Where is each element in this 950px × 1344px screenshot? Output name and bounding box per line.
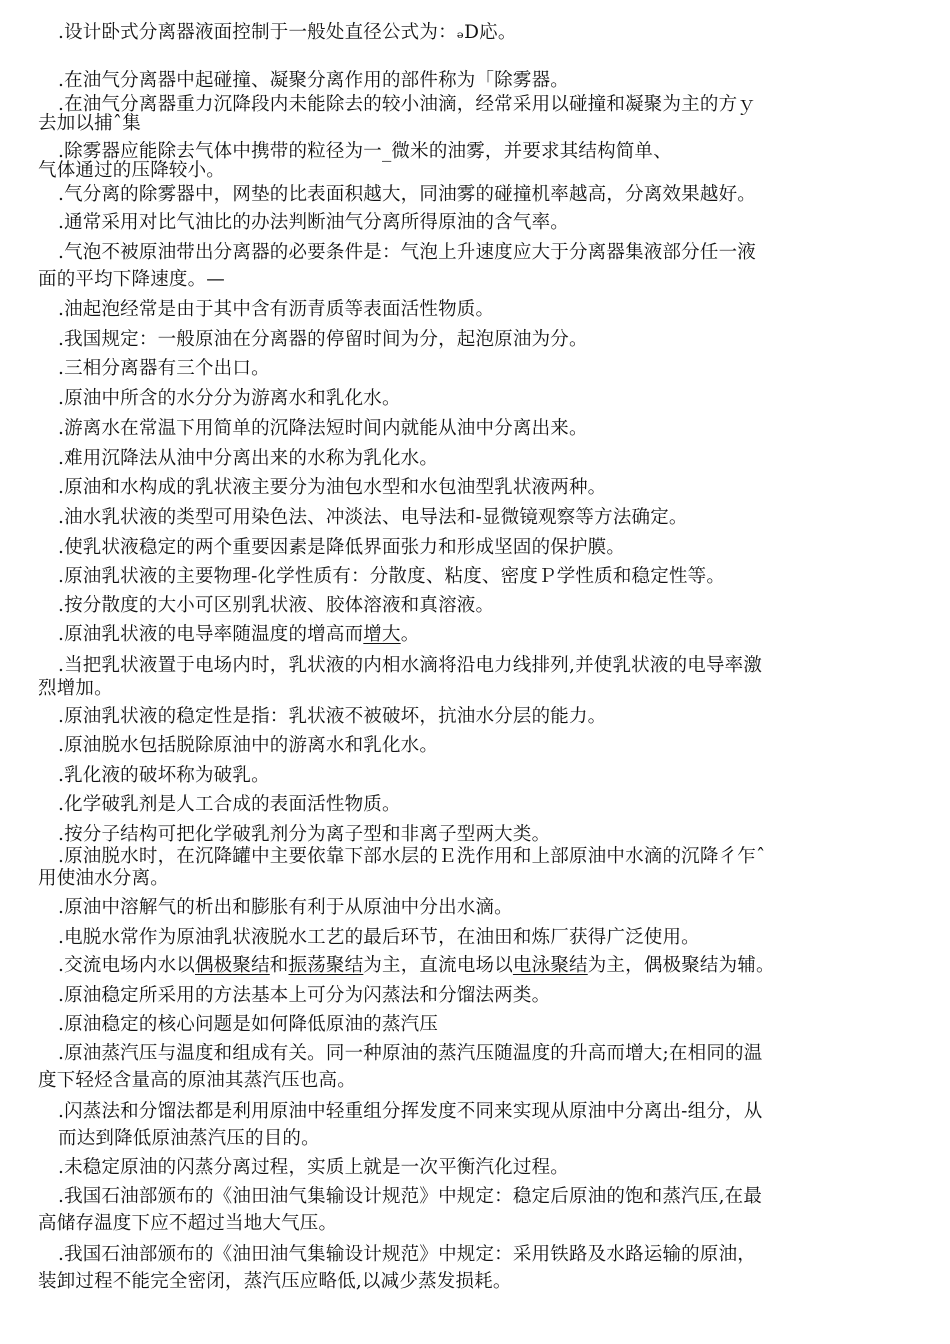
line-45: 装卸过程不能完全密闭，蒸汽压应略低,以减少蒸发损耗。 (38, 1271, 512, 1292)
line-12: .我国规定：一般原油在分离器的停留时间为分，起泡原油为分。 (58, 329, 588, 350)
line-43: 高储存温度下应不超过当地大气压。 (38, 1213, 338, 1234)
line-03: .在油气分离器重力沉降段内未能除去的较小油滴，经常采用以碰撞和凝聚为主的方ｙ (58, 94, 756, 115)
line-04: 去加以捕ˆ集 (38, 113, 141, 134)
line-14: .原油中所含的水分分为游离水和乳化水。 (58, 388, 401, 409)
text-segment: .原油乳状液的电导率随温度的增高而 (58, 624, 364, 645)
line-35: .原油稳定所采用的方法基本上可分为闪蒸法和分馏法两类。 (58, 985, 551, 1006)
text-segment: 为主，偶极聚结为辅。 (587, 955, 775, 976)
line-05: .除雾器应能除去气体中携带的粒径为一_微米的油雾，并要求其结构简单、 (58, 141, 672, 162)
line-37: .原油蒸汽压与温度和组成有关。同一种原油的蒸汽压随温度的升高而增大;在相同的温 (58, 1043, 763, 1064)
line-30: .原油脱水时，在沉降罐中主要依靠下部水层的Ｅ洗作用和上部原油中水滴的沉降彳乍ˆ (58, 846, 766, 867)
line-19: .使乳状液稳定的两个重要因素是降低界面张力和形成坚固的保护膜。 (58, 537, 626, 558)
underlined-answer: 电泳聚结 (512, 955, 588, 976)
underlined-answer: 振荡聚结 (288, 955, 364, 976)
line-32: .原油中溶解气的析出和膨胀有利于从原油中分出水滴。 (58, 897, 513, 918)
line-06: 气体通过的压降较小。 (38, 160, 226, 181)
line-16: .难用沉降法从油中分离出来的水称为乳化水。 (58, 448, 439, 469)
line-10: 面的平均下降速度。— (38, 269, 226, 290)
line-13: .三相分离器有三个出口。 (58, 358, 270, 379)
line-02: .在油气分离器中起碰撞、凝聚分离作用的部件称为「除雾器。 (58, 70, 569, 91)
text-segment: 。 (400, 624, 420, 645)
text-segment: .交流电场内水以 (58, 955, 195, 976)
line-11: .油起泡经常是由于其中含有沥青质等表面活性物质。 (58, 299, 495, 320)
line-31: 用使油水分离。 (38, 868, 169, 889)
line-01: .设计卧式分离器液面控制于一般处直径公式为：ₔD応。 (58, 22, 517, 43)
line-18: .油水乳状液的类型可用染色法、冲淡法、电导法和-显微镜观察等方法确定。 (58, 507, 688, 528)
line-25: .原油乳状液的稳定性是指：乳状液不被破坏，抗油水分层的能力。 (58, 706, 607, 727)
line-29: .按分子结构可把化学破乳剂分为离子型和非离子型两大类。 (58, 824, 551, 845)
line-08: .通常采用对比气油比的办法判断油气分离所得原油的含气率。 (58, 212, 569, 233)
line-28: .化学破乳剂是人工合成的表面活性物质。 (58, 794, 401, 815)
line-17: .原油和水构成的乳状液主要分为油包水型和水包油型乳状液两种。 (58, 477, 607, 498)
line-39: .闪蒸法和分馏法都是利用原油中轻重组分挥发度不同来实现从原油中分离出-组分，从 (58, 1101, 763, 1122)
line-41: .未稳定原油的闪蒸分离过程，实质上就是一次平衡汽化过程。 (58, 1157, 569, 1178)
line-36: .原油稳定的核心问题是如何降低原油的蒸汽压 (58, 1014, 439, 1035)
line-24: 烈增加。 (38, 678, 113, 699)
line-15: .游离水在常温下用简单的沉降法短时间内就能从油中分离出来。 (58, 418, 588, 439)
line-23: .当把乳状液置于电场内时，乳状液的内相水滴将沿电力线排列,并使乳状液的电导率激 (58, 655, 763, 676)
text-segment: 和 (269, 955, 289, 976)
line-21: .按分散度的大小可区别乳状液、胶体溶液和真溶液。 (58, 595, 495, 616)
underlined-answer: 增大 (363, 624, 401, 645)
line-40: 而达到降低原油蒸汽压的目的。 (58, 1128, 320, 1149)
line-09: .气泡不被原油带出分离器的必要条件是：气泡上升速度应大于分离器集液部分任一液 (58, 242, 756, 263)
line-20: .原油乳状液的主要物理-化学性质有：分散度、粘度、密度Ｐ学性质和稳定性等。 (58, 566, 726, 587)
line-42: .我国石油部颁布的《油田油气集输设计规范》中规定：稳定后原油的饱和蒸汽压,在最 (58, 1186, 763, 1207)
line-27: .乳化液的破坏称为破乳。 (58, 765, 270, 786)
text-segment: 为主，直流电场以 (363, 955, 513, 976)
line-44: .我国石油部颁布的《油田油气集输设计规范》中规定：采用铁路及水路运输的原油， (58, 1244, 756, 1265)
underlined-answer: 偶极聚结 (194, 955, 270, 976)
line-33: .电脱水常作为原油乳状液脱水工艺的最后环节，在油田和炼厂获得广泛使用。 (58, 927, 700, 948)
line-07: .气分离的除雾器中，网垫的比表面积越大，同油雾的碰撞机率越高，分离效果越好。 (58, 184, 756, 205)
line-22 (58, 624, 950, 646)
line-26: .原油脱水包括脱除原油中的游离水和乳化水。 (58, 735, 439, 756)
line-38: 度下轻烃含量高的原油其蒸汽压也高。 (38, 1070, 356, 1091)
line-34 (58, 955, 950, 977)
